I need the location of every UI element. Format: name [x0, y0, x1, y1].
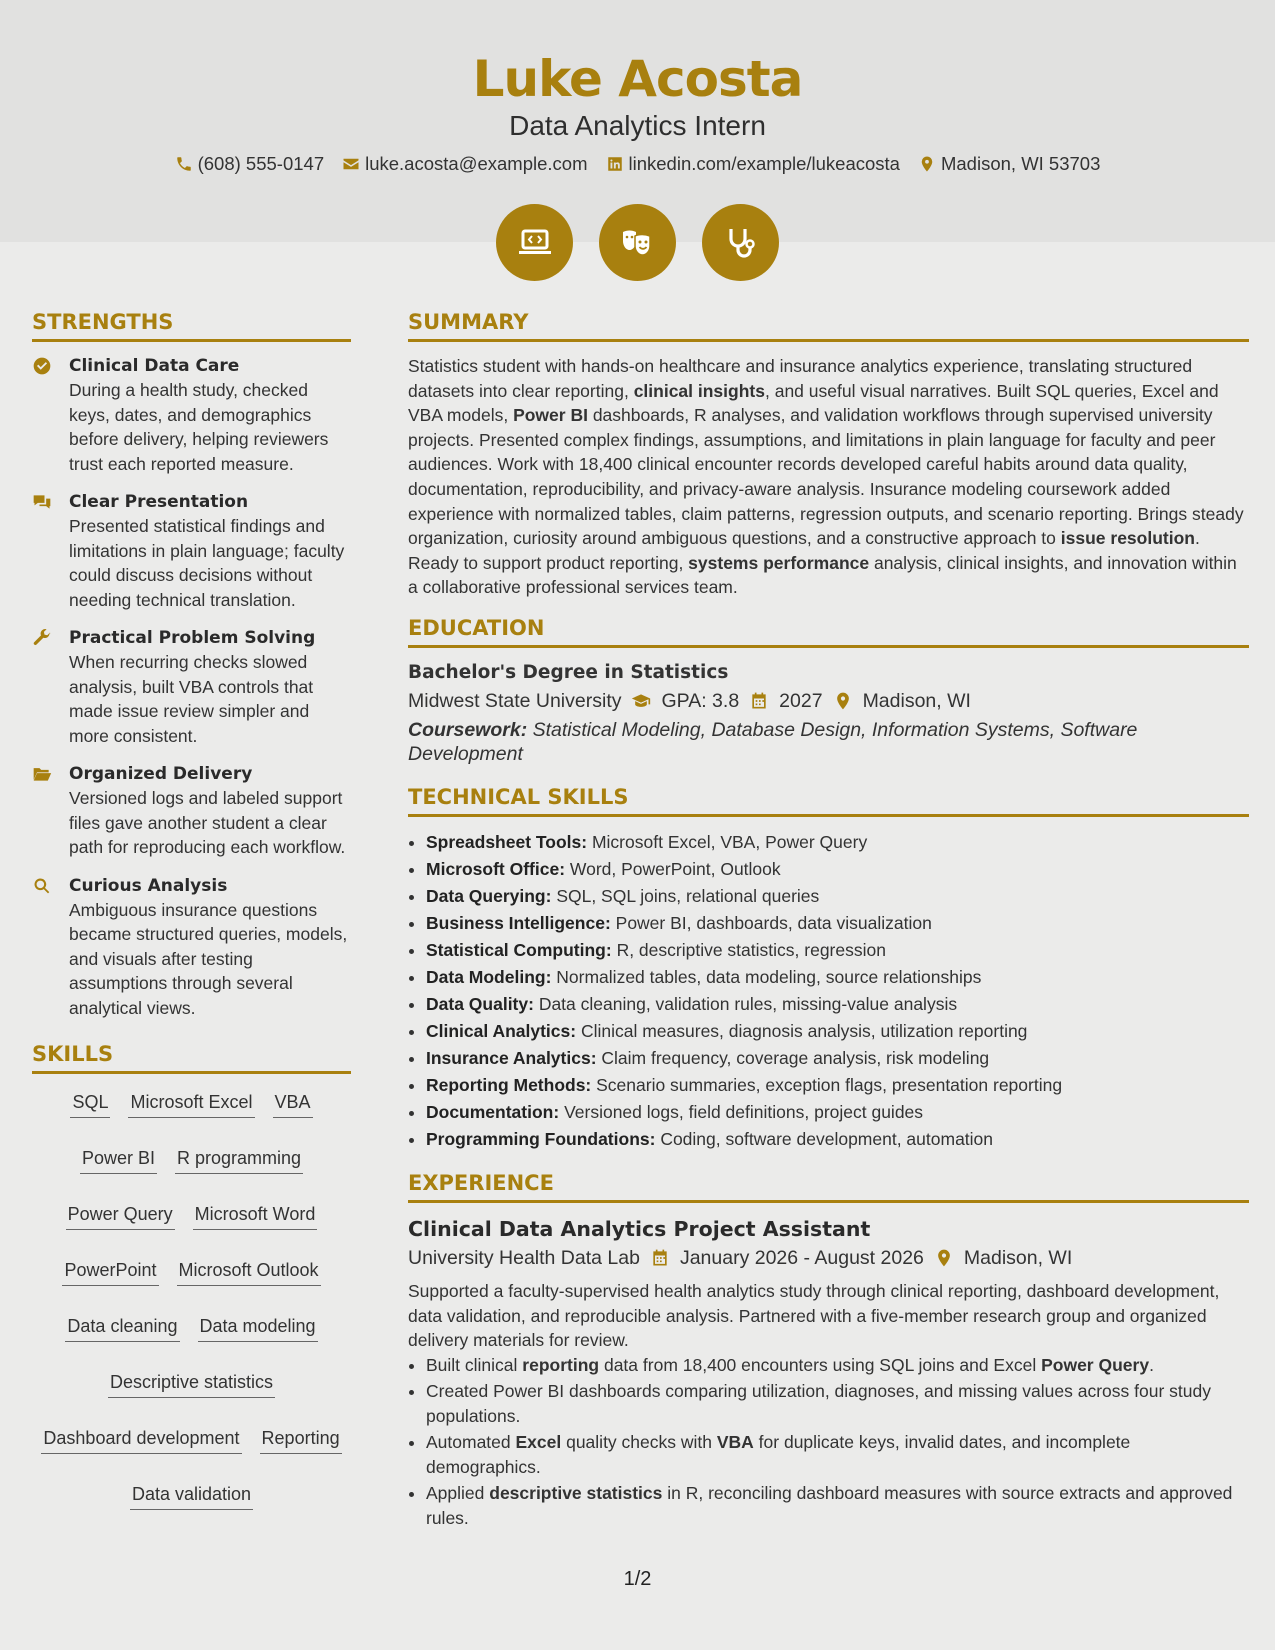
text-run: Applied [426, 1483, 490, 1504]
skill-tag: VBA [273, 1090, 313, 1118]
experience-heading: EXPERIENCE [408, 1169, 1249, 1203]
strength-title: Curious Analysis [69, 875, 228, 896]
degree-title: Bachelor's Degree in Statistics [408, 661, 729, 683]
graduation-cap-icon [631, 691, 651, 711]
coursework [408, 718, 1249, 767]
candidate-name: Luke Acosta [472, 50, 803, 108]
experience-bullet [426, 1481, 1249, 1530]
skill-tag: Data modeling [198, 1314, 318, 1342]
skill-values: Versioned logs, field definitions, project guides [559, 1101, 924, 1122]
bold-text: reporting [522, 1354, 600, 1375]
skill-category: Microsoft Office: [426, 858, 566, 879]
skill-values: Scenario summaries, exception flags, presentation reporting [591, 1074, 1063, 1095]
strength-desc: When recurring checks slowed analysis, built VBA controls that made issue review simpler and more consistent. [69, 652, 314, 746]
skill-tag: Microsoft Excel [128, 1090, 254, 1118]
skills-tags [32, 1086, 351, 1510]
job-location: Madison, WI [963, 1246, 1073, 1269]
candidate-role: Data Analytics Intern [509, 110, 766, 141]
skill-tag: R programming [175, 1146, 303, 1174]
technical-skill-item [426, 991, 1249, 1018]
skill-tag: PowerPoint [62, 1258, 158, 1286]
left-column [32, 308, 351, 1510]
skill-values: Data cleaning, validation rules, missing-value analysis [533, 993, 958, 1014]
skill-tag: Data validation [130, 1482, 253, 1510]
strength-body [69, 490, 351, 612]
strength-item [32, 354, 351, 476]
skill-category: Insurance Analytics: [426, 1047, 597, 1068]
envelope-icon [342, 155, 360, 173]
wrench-icon [32, 626, 56, 748]
coursework-label: Coursework: [408, 718, 528, 741]
contact-phone[interactable] [175, 150, 325, 178]
strength-body [69, 762, 351, 860]
location-text: Madison, WI 53703 [940, 153, 1101, 174]
skill-values: Coding, software development, automation [655, 1128, 994, 1149]
strength-item [32, 626, 351, 748]
technical-skills-list [408, 829, 1249, 1153]
skill-tag: Data cleaning [65, 1314, 179, 1342]
text-run: Statistics student with hands-on healthcare and insurance analytics experience, translating structured datasets into clear reporting, [408, 356, 1193, 401]
gpa-text: GPA: 3.8 [661, 689, 740, 712]
strength-title: Clear Presentation [69, 492, 249, 512]
right-column [408, 308, 1249, 1532]
linkedin-text: linkedin.com/example/lukeacosta [628, 153, 900, 174]
linkedin-icon [606, 155, 624, 173]
school-name: Midwest State University [408, 689, 622, 712]
stethoscope-icon [702, 204, 779, 281]
skill-values: SQL, SQL joins, relational queries [551, 885, 820, 906]
grad-year: 2027 [779, 689, 823, 712]
technical-skill-item [426, 964, 1249, 991]
calendar-icon [650, 1248, 670, 1268]
strength-item [32, 490, 351, 612]
text-run: , and useful visual narratives. Built SQL queries, Excel and VBA models, [408, 380, 1219, 426]
text-run: analysis, clinical insights, and innovation within a collaborative professional services team. [408, 552, 1237, 598]
skill-category: Data Modeling: [426, 966, 552, 987]
bold-text: Excel [515, 1432, 562, 1453]
phone-icon [175, 155, 193, 173]
strengths-heading: STRENGTHS [32, 308, 351, 342]
experience-bullet [426, 1430, 1249, 1479]
job-org: University Health Data Lab [408, 1246, 640, 1269]
theater-masks-icon [599, 204, 676, 281]
strength-desc: During a health study, checked keys, dates, and demographics before delivery, helping reviewers trust each reported measure. [69, 380, 329, 474]
bold-text: clinical insights [633, 380, 765, 401]
education-heading: EDUCATION [408, 614, 1249, 648]
folder-open-icon [32, 762, 56, 860]
strength-item [32, 762, 351, 860]
job-meta [408, 1243, 1249, 1273]
strength-title: Practical Problem Solving [69, 628, 316, 648]
page-number: 1/2 [623, 1568, 652, 1590]
technical-skill-item [426, 937, 1249, 964]
skill-category: Spreadsheet Tools: [426, 831, 588, 852]
text-run: . [1149, 1354, 1154, 1375]
coursework-list: Statistical Modeling, Database Design, Information Systems, Software Development [408, 718, 1138, 766]
skill-values: Microsoft Excel, VBA, Power Query [587, 831, 868, 852]
job-bullets [408, 1353, 1249, 1531]
text-run: dashboards, R analyses, and validation workflows through supervised university projects. Presented complex findings, assumptions, and limitations in plain language for faculty and peer audiences. Work with 18,400 clinical encounter records developed careful habits around data quality, documentation, reproducibility, and privacy-aware analysis. Insurance modeling coursework added experience with normalized tables, claim patterns, regression outputs, and scenario reporting. Brings steady organization, curiosity around ambiguous questions, and a constructive approach to [408, 405, 1244, 549]
map-marker-icon [934, 1248, 954, 1268]
skill-category: Reporting Methods: [426, 1074, 592, 1095]
comments-icon [32, 490, 56, 612]
strength-body [69, 874, 351, 1021]
text-run: in R, reconciling dashboard measures with source extracts and approved rules. [426, 1483, 1233, 1528]
strength-body [69, 626, 351, 748]
job-dates: January 2026 - August 2026 [679, 1246, 924, 1269]
summary-text [408, 354, 1249, 600]
skills-heading: SKILLS [32, 1040, 351, 1074]
skill-category: Programming Foundations: [426, 1128, 656, 1149]
education-meta [408, 686, 1249, 716]
contact-email[interactable] [342, 150, 587, 178]
strength-desc: Ambiguous insurance questions became structured queries, models, and visuals after testing assumptions through several analytical views. [69, 899, 348, 1018]
bold-text: issue resolution [1060, 528, 1195, 549]
skill-category: Business Intelligence: [426, 912, 611, 933]
strength-title: Clinical Data Care [69, 356, 240, 376]
bold-text: Power BI [513, 405, 588, 426]
skill-tag: Power BI [80, 1146, 157, 1174]
technical-skill-item [426, 829, 1249, 856]
technical-skill-item [426, 1099, 1249, 1126]
bold-text: Power Query [1041, 1354, 1150, 1375]
check-circle-icon [32, 354, 56, 476]
text-run: Automated [426, 1432, 516, 1453]
skill-tag: Dashboard development [41, 1426, 241, 1454]
skill-values: Clinical measures, diagnosis analysis, utilization reporting [576, 1020, 1028, 1041]
skill-category: Data Querying: [426, 885, 552, 906]
bold-text: VBA [716, 1432, 754, 1453]
skill-tag: Reporting [260, 1426, 342, 1454]
text-run: data from 18,400 encounters using SQL joins and Excel [599, 1354, 1042, 1375]
technical-skill-item [426, 883, 1249, 910]
technical-skill-item [426, 1072, 1249, 1099]
summary-heading: SUMMARY [408, 308, 1249, 342]
strengths-list [32, 354, 351, 1020]
skill-values: R, descriptive statistics, regression [611, 939, 886, 960]
skill-category: Statistical Computing: [426, 939, 612, 960]
text-run: . Ready to support product reporting, [408, 528, 1200, 573]
contact-location [918, 150, 1100, 178]
skill-category: Documentation: [426, 1101, 560, 1122]
text-run: Built clinical [426, 1354, 523, 1375]
technical-skill-item [426, 856, 1249, 883]
skill-tag: SQL [70, 1090, 110, 1118]
laptop-code-icon [496, 204, 573, 281]
technical-skill-item [426, 1045, 1249, 1072]
experience-bullet [426, 1379, 1249, 1428]
email-text: luke.acosta@example.com [365, 153, 588, 174]
skill-tag: Power Query [66, 1202, 175, 1230]
job-description: Supported a faculty-supervised health analytics study through clinical reporting, dashboard development, data validation, and reproducible analysis. Partnered with a five-member research group and organized delivery materials for review. [408, 1280, 1220, 1351]
text-run: for duplicate keys, invalid dates, and incomplete demographics. [426, 1432, 1131, 1477]
technical-skill-item [426, 910, 1249, 937]
contact-linkedin[interactable] [606, 150, 900, 178]
skill-category: Data Quality: [426, 993, 534, 1014]
skill-tag: Microsoft Outlook [177, 1258, 321, 1286]
skill-values: Normalized tables, data modeling, source relationships [551, 966, 982, 987]
bold-text: descriptive statistics [489, 1483, 663, 1504]
contact-bar [0, 150, 1275, 178]
map-marker-icon [833, 691, 853, 711]
interest-icons [0, 204, 1275, 281]
strength-desc: Presented statistical findings and limitations in plain language; faculty could discuss decisions without needing technical translation. [69, 516, 345, 610]
experience-bullet [426, 1353, 1249, 1378]
strength-body [69, 354, 351, 476]
technical-skill-item [426, 1126, 1249, 1153]
job-title: Clinical Data Analytics Project Assistant [408, 1216, 871, 1241]
strength-desc: Versioned logs and labeled support files gave another student a clear path for reproducing each workflow. [69, 788, 346, 857]
text-run: quality checks with [561, 1432, 717, 1453]
calendar-icon [749, 691, 769, 711]
strength-title: Organized Delivery [69, 764, 253, 784]
skill-category: Clinical Analytics: [426, 1020, 577, 1041]
map-marker-icon [918, 155, 936, 173]
skill-tag: Descriptive statistics [108, 1370, 275, 1398]
skill-values: Word, PowerPoint, Outlook [565, 858, 781, 879]
phone-text: (608) 555-0147 [197, 153, 325, 174]
text-run: Created Power BI dashboards comparing utilization, diagnoses, and missing values across four study populations. [426, 1381, 1211, 1426]
skill-tag: Microsoft Word [193, 1202, 318, 1230]
technical-skills-heading: TECHNICAL SKILLS [408, 783, 1249, 817]
skill-values: Claim frequency, coverage analysis, risk modeling [596, 1047, 990, 1068]
school-location: Madison, WI [862, 689, 971, 712]
bold-text: systems performance [688, 552, 870, 573]
technical-skill-item [426, 1018, 1249, 1045]
skill-values: Power BI, dashboards, data visualization [610, 912, 932, 933]
search-icon [32, 874, 56, 1021]
strength-item [32, 874, 351, 1021]
